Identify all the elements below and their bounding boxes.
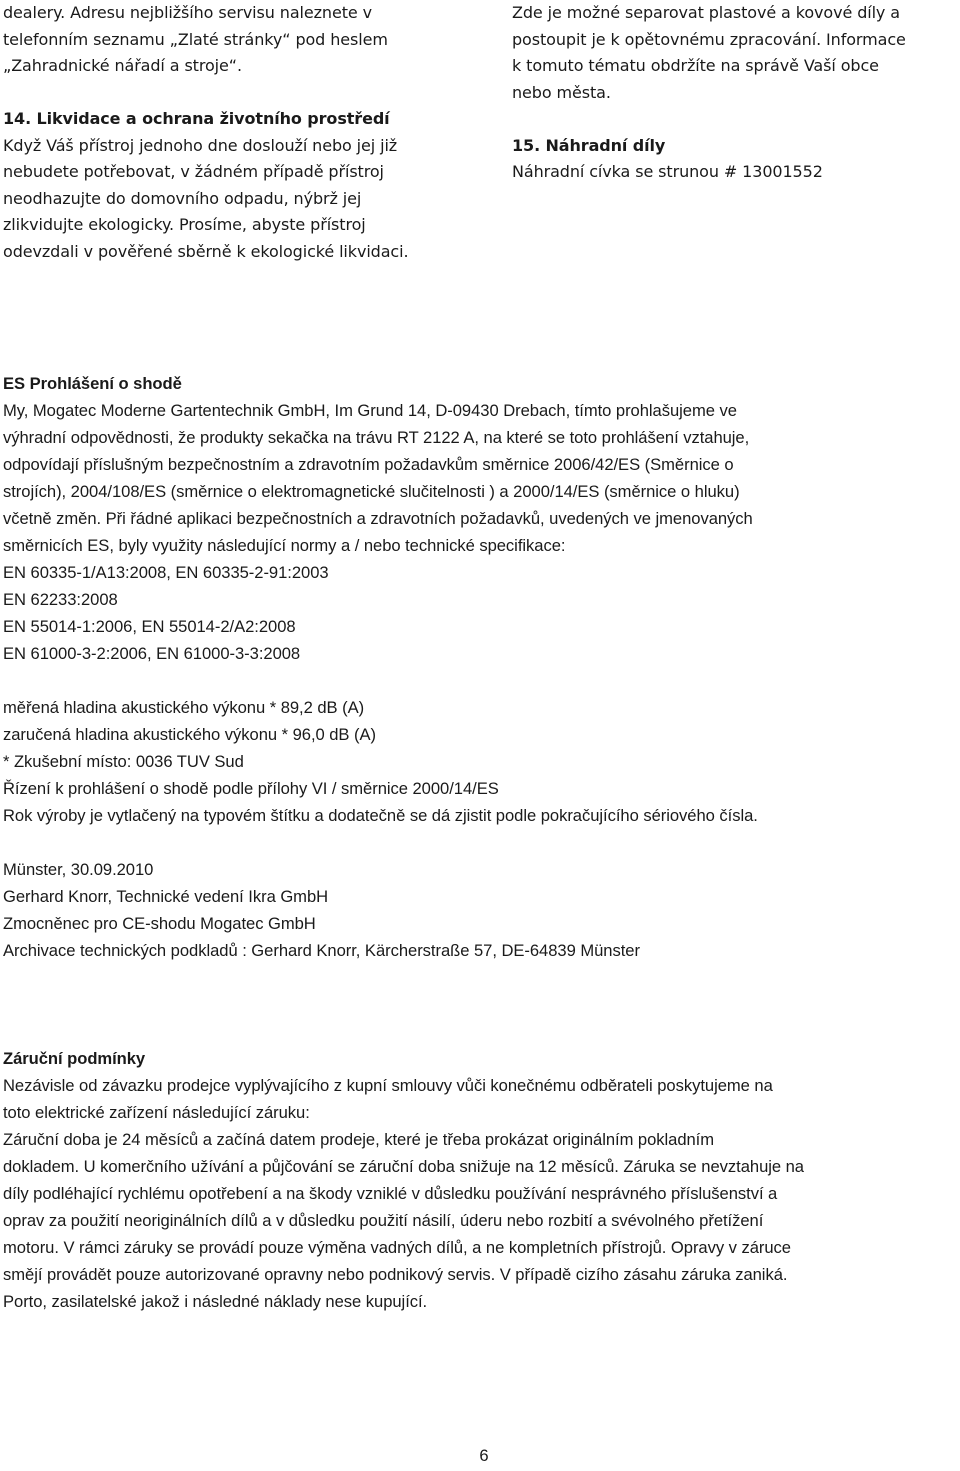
warranty-line: motoru. V rámci záruky se provádí pouze výměna vadných dílů, a ne kompletních přístrojů. Opravy v záruce: [3, 1238, 791, 1257]
warranty-line: Porto, zasilatelské jakož i následné náklady nese kupující.: [3, 1292, 428, 1311]
warranty-line: toto elektrické zařízení následující záruku:: [3, 1103, 310, 1122]
measurement-section: [3, 694, 960, 829]
warranty-line: dokladem. U komerčního užívání a půjčování se záruční doba snižuje na 12 měsíců. Záruka se nevztahuje na: [3, 1157, 804, 1176]
spare-part-line: Náhradní cívka se strunou # 13001552: [512, 162, 823, 181]
warranty-line: Záruční doba je 24 měsíců a začíná datem prodeje, které je třeba prokázat originálním pokladním: [3, 1130, 715, 1149]
standard-line: EN 60335-1/A13:2008, EN 60335-2-91:2003: [3, 563, 329, 582]
signature-line: Münster, 30.09.2010: [3, 860, 154, 879]
recycle-line: k tomuto tématu obdržíte na správě Vaší obce: [512, 56, 879, 75]
section-14-line: nebudete potřebovat, v žádném případě přístroj: [3, 162, 384, 181]
measurement-line: měřená hladina akustického výkonu * 89,2 dB (A): [3, 698, 365, 717]
warranty-line: smějí provádět pouze autorizované opravny nebo podnikový servis. V případě cizího zásahu záruka zaniká.: [3, 1265, 788, 1284]
declaration-line: výhradní odpovědnosti, že produkty sekačka na trávu RT 2122 A, na které se toto prohlášení vztahuje,: [3, 428, 750, 447]
measurement-line: zaručená hladina akustického výkonu * 96,0 dB (A): [3, 725, 376, 744]
warranty-line: díly podléhající rychlému opotřebení a na škody vzniklé v důsledku používání nesprávného příslušenství a: [3, 1184, 778, 1203]
warranty-line: oprav za použití neoriginálních dílů a v důsledku použití násilí, úderu nebo rozbití a svévolného přetížení: [3, 1211, 764, 1230]
standard-line: EN 62233:2008: [3, 590, 118, 609]
recycle-line: postoupit je k opětovnému zpracování. Informace: [512, 29, 906, 49]
recycle-line: Zde je možné separovat plastové a kovové díly a: [512, 3, 900, 22]
section-15-heading: 15. Náhradní díly: [512, 135, 666, 155]
declaration-line: strojích), 2004/108/ES (směrnice o elektromagnetické slučitelnosti ) a 2000/14/ES (směrnice o hluku): [3, 482, 740, 501]
warranty-line: Nezávisle od závazku prodejce vyplývajícího z kupní smlouvy vůči konečnému odběrateli poskytujeme na: [3, 1076, 773, 1095]
standard-line: EN 61000-3-2:2006, EN 61000-3-3:2008: [3, 644, 301, 663]
section-14-line: odevzdali v pověřené sběrně k ekologické likvidaci.: [3, 241, 409, 261]
section-14-line: Když Váš přístroj jednoho dne doslouží nebo jej již: [3, 135, 398, 155]
page-number: 6: [479, 1446, 489, 1465]
declaration-line: včetně změn. Při řádné aplikaci bezpečnostních a zdravotních požadavků, uvedených ve jmenovaných: [3, 509, 753, 528]
signature-line: Archivace technických podkladů : Gerhard Knorr, Kärcherstraße 57, DE-64839 Münster: [3, 941, 640, 960]
section-14-heading: 14. Likvidace a ochrana životního prostředí: [3, 109, 390, 128]
signature-section: [3, 856, 960, 964]
right-column: [512, 0, 957, 186]
declaration-line: My, Mogatec Moderne Gartentechnik GmbH, Im Grund 14, D-09430 Drebach, tímto prohlašujeme ve: [3, 401, 737, 420]
section-14-line: zlikvidujte ekologicky. Prosíme, abyste přístroj: [3, 215, 366, 234]
measurement-line: Řízení k prohlášení o shodě podle přílohy VI / směrnice 2000/14/ES: [3, 779, 499, 798]
warranty-section: [3, 1045, 960, 1315]
standard-line: EN 55014-1:2006, EN 55014-2/A2:2008: [3, 617, 296, 636]
signature-line: Gerhard Knorr, Technické vedení Ikra GmbH: [3, 887, 329, 906]
spacer: [3, 80, 455, 107]
intro-line: dealery. Adresu nejbližšího servisu naleznete v: [3, 3, 372, 22]
intro-line: telefonním seznamu „Zlaté stránky“ pod heslem: [3, 29, 388, 49]
signature-line: Zmocněnec pro CE-shodu Mogatec GmbH: [3, 914, 316, 933]
declaration-section: [3, 370, 960, 667]
declaration-line: odpovídají příslušným bezpečnostním a zdravotním požadavkům směrnice 2006/42/ES (Směrnice o: [3, 455, 734, 474]
measurement-line: * Zkušební místo: 0036 TUV Sud: [3, 752, 244, 771]
intro-line: „Zahradnické nářadí a stroje“.: [3, 56, 242, 75]
warranty-heading: Záruční podmínky: [3, 1049, 146, 1068]
section-14-line: neodhazujte do domovního odpadu, nýbrž jej: [3, 188, 362, 208]
measurement-line: Rok výroby je vytlačený na typovém štítku a dodatečně se dá zjistit podle pokračujícího sériového čísla.: [3, 806, 758, 825]
left-column: [3, 0, 455, 265]
recycle-line: nebo města.: [512, 82, 611, 102]
declaration-heading: ES Prohlášení o shodě: [3, 374, 182, 393]
spacer: [512, 106, 957, 133]
declaration-line: směrnicích ES, byly využity následující normy a / nebo technické specifikace:: [3, 536, 566, 555]
